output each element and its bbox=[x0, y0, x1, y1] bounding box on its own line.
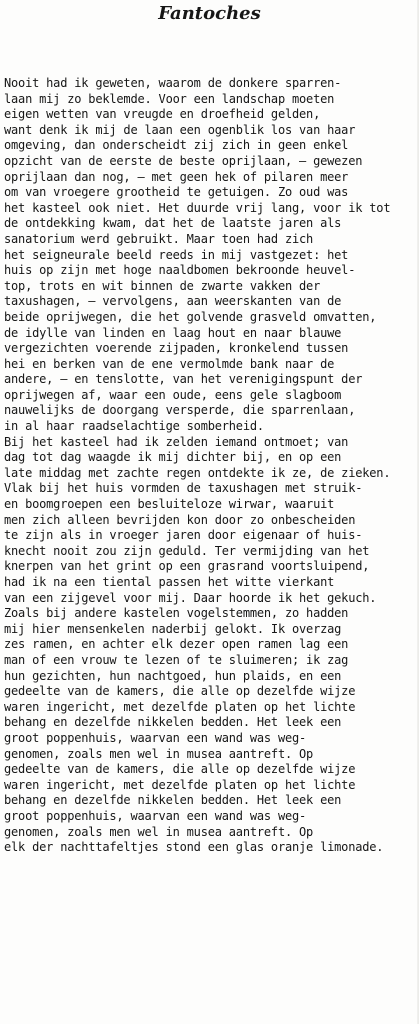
text-line: de ontdekking kwam, dat het de laatste jaren als bbox=[4, 216, 342, 231]
text-line: het seigneurale beeld reeds in mij vastgezet: het bbox=[4, 247, 349, 262]
text-line: in al haar raadselachtige somberheid. bbox=[4, 419, 264, 434]
text-line: knerpen van het grint op een grasrand voortsluipend, bbox=[4, 559, 370, 574]
text-line: om van vroegere grootheid te getuigen. Zo oud was bbox=[4, 185, 349, 200]
text-line: Zoals bij andere kastelen vogelstemmen, zo hadden bbox=[4, 606, 349, 621]
text-line: van een zijgevel voor mij. Daar hoorde ik het gekuch. bbox=[4, 590, 377, 605]
text-line: gedeelte van de kamers, die alle op dezelfde wijze bbox=[4, 684, 356, 699]
text-line: top, trots en wit binnen de zwarte vakken der bbox=[4, 278, 321, 293]
text-line: behang en dezelfde nikkelen bedden. Het leek een bbox=[4, 793, 342, 808]
text-line: knecht nooit zou zijn geduld. Ter vermijding van het bbox=[4, 543, 370, 558]
text-line: late middag met zachte regen ontdekte ik ze, de zieken. bbox=[4, 465, 391, 480]
text-line: want denk ik mij de laan een ogenblik los van haar bbox=[4, 122, 356, 137]
text-line: oprijwegen af, waar een oude, eens gele slagboom bbox=[4, 387, 342, 402]
text-line: huis op zijn met hoge naaldbomen bekroonde heuvel- bbox=[4, 263, 356, 278]
text-line: Vlak bij het huis vormden de taxushagen met struik- bbox=[4, 481, 363, 496]
text-line: had ik na een tiental passen het witte vierkant bbox=[4, 575, 335, 589]
text-line: elk der nachttafeltjes stond een glas oranje limonade. bbox=[4, 840, 384, 855]
text-line: de idylle van linden en laag hout en naar blauwe bbox=[4, 325, 342, 340]
text-line: sanatorium werd gebruikt. Maar toen had zich bbox=[4, 231, 314, 246]
text-line: genomen, zoals men wel in musea aantreft. Op bbox=[4, 824, 314, 839]
text-line: gedeelte van de kamers, die alle op dezelfde wijze bbox=[4, 762, 356, 777]
text-line: waren ingericht, met dezelfde platen op het lichte bbox=[4, 699, 356, 714]
text-line: mij hier mensenkelen naderbij gelokt. Ik overzag bbox=[4, 621, 342, 636]
text-line: oprijlaan dan nog, — met geen hek of pilaren meer bbox=[4, 169, 349, 184]
text-line: Nooit had ik geweten, waarom de donkere sparren- bbox=[4, 76, 342, 90]
text-line: hun gezichten, hun nachtgoed, hun plaids, en een bbox=[4, 668, 342, 683]
text-line: en boomgroepen een besluiteloze wirwar, waaruit bbox=[4, 497, 335, 512]
page-title: Fantoches bbox=[158, 3, 261, 24]
text-line: eigen wetten van vreugde en droefheid gelden, bbox=[4, 107, 321, 122]
text-line: laan mij zo beklemde. Voor een landschap moeten bbox=[4, 91, 335, 106]
text-line: opzicht van de eerste de beste oprijlaan, — gewezen bbox=[4, 153, 363, 168]
text-line: dag tot dag waagde ik mij dichter bij, en op een bbox=[4, 450, 342, 465]
text-line: te zijn als in vroeger jaren door eigenaar of huis- bbox=[4, 528, 363, 543]
text-line: vergezichten voerende zijpaden, kronkelend tussen bbox=[4, 341, 349, 356]
text-column bbox=[4, 76, 414, 856]
text-line: nauwelijks de doorgang versperde, die sparrenlaan, bbox=[4, 403, 356, 418]
text-line: groot poppenhuis, waarvan een wand was weg- bbox=[4, 730, 307, 745]
text-line: behang en dezelfde nikkelen bedden. Het leek een bbox=[4, 715, 342, 730]
text-line: beide oprijwegen, die het golvende grasveld omvatten, bbox=[4, 309, 377, 324]
text-line: het kasteel ook niet. Het duurde vrij lang, voor ik tot bbox=[4, 200, 391, 215]
text-line: andere, — en tenslotte, van het verenigingspunt der bbox=[4, 372, 363, 387]
text-line: genomen, zoals men wel in musea aantreft. Op bbox=[4, 746, 314, 761]
text-line: Bij het kasteel had ik zelden iemand ontmoet; van bbox=[4, 434, 349, 449]
text-line: man of een vrouw te lezen of te sluimeren; ik zag bbox=[4, 652, 349, 667]
text-line: taxushagen, — vervolgens, aan weerskanten van de bbox=[4, 294, 342, 309]
text-line: hei en berken van de ene vermolmde bank naar de bbox=[4, 356, 335, 371]
text-line: zes ramen, en achter elk dezer open ramen lag een bbox=[4, 637, 349, 652]
text-line: omgeving, dan onderscheidt zij zich in geen enkel bbox=[4, 138, 349, 153]
text-line: groot poppenhuis, waarvan een wand was weg- bbox=[4, 808, 307, 823]
text-line: waren ingericht, met dezelfde platen op het lichte bbox=[4, 777, 356, 792]
text-line: men zich alleen bevrijden kon door zo onbescheiden bbox=[4, 512, 356, 527]
